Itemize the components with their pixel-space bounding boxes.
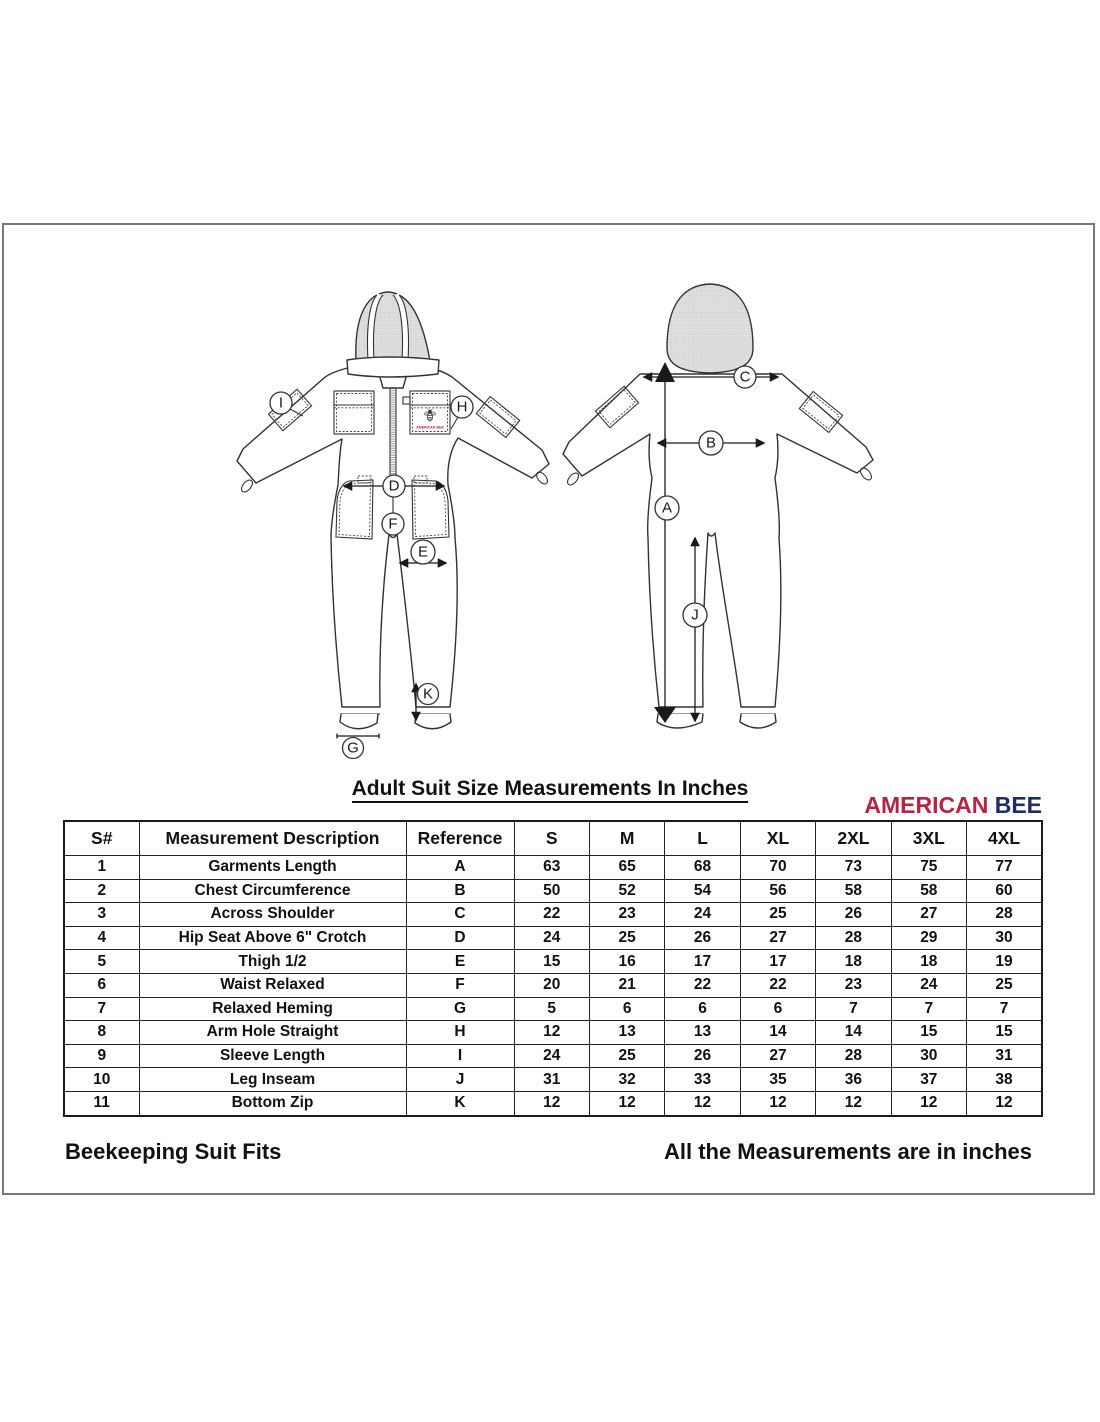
measurement-description-cell: Leg Inseam [139,1068,406,1092]
value-cell: 28 [816,926,891,950]
reference-cell: F [406,973,514,997]
value-cell: 31 [514,1068,589,1092]
svg-text:F: F [388,515,398,533]
value-cell: 30 [891,1044,966,1068]
value-cell: 25 [740,903,815,927]
value-cell: 15 [891,1021,966,1045]
value-cell: 12 [514,1091,589,1115]
value-cell: 24 [665,903,740,927]
svg-text:B: B [705,434,717,452]
column-header: L [665,821,740,856]
value-cell: 7 [64,997,139,1021]
value-cell: 11 [64,1091,139,1115]
left-cuff-loop [565,471,580,487]
table-row [64,856,1042,880]
measurement-description-cell: Across Shoulder [139,903,406,927]
value-cell: 35 [740,1068,815,1092]
value-cell: 12 [589,1091,664,1115]
value-cell: 38 [967,1068,1042,1092]
value-cell: 7 [816,997,891,1021]
front-hood-mesh [356,292,430,361]
value-cell: 18 [891,950,966,974]
measurement-description-cell: Garments Length [139,856,406,880]
value-cell: 24 [891,973,966,997]
column-header: M [589,821,664,856]
value-cell: 4 [64,926,139,950]
value-cell: 37 [891,1068,966,1092]
reference-cell: C [406,903,514,927]
value-cell: 28 [816,1044,891,1068]
measurement-description-cell: Relaxed Heming [139,997,406,1021]
svg-text:C: C [739,368,751,386]
value-cell: 7 [891,997,966,1021]
value-cell: 26 [665,926,740,950]
svg-text:A: A [661,499,673,517]
svg-text:J: J [691,606,699,624]
value-cell: 9 [64,1044,139,1068]
column-header: S [514,821,589,856]
reference-cell: I [406,1044,514,1068]
svg-text:D: D [388,477,400,495]
footer-right-caption: All the Measurements are in inches [663,1139,1032,1164]
left-foot [340,714,378,729]
value-cell: 52 [589,879,664,903]
ref-label-thigh [411,540,435,564]
value-cell: 15 [967,1021,1042,1045]
value-cell: 8 [64,1021,139,1045]
ref-label-across-shoulder [734,366,756,388]
value-cell: 5 [64,950,139,974]
value-cell: 14 [740,1021,815,1045]
page-title-text: Adult Suit Size Measurements In Inches [352,777,749,803]
ref-label-arm-hole [451,396,473,418]
measurement-description-cell: Thigh 1/2 [139,950,406,974]
left-cuff-loop [239,478,254,494]
back-hood-mesh [667,284,753,373]
value-cell: 12 [514,1021,589,1045]
table-row [64,926,1042,950]
front-hood-brim [347,357,439,377]
value-cell: 24 [514,1044,589,1068]
value-cell: 58 [891,879,966,903]
brand-word-american: AMERICAN [864,792,989,818]
value-cell: 32 [589,1068,664,1092]
svg-text:E: E [417,543,429,561]
value-cell: 6 [740,997,815,1021]
reference-cell: G [406,997,514,1021]
size-table-header-row [64,821,1042,856]
value-cell: 25 [589,1044,664,1068]
reference-cell: E [406,950,514,974]
value-cell: 22 [740,973,815,997]
value-cell: 7 [967,997,1042,1021]
reference-cell: A [406,856,514,880]
value-cell: 12 [891,1091,966,1115]
table-row [64,950,1042,974]
brand-logo [864,792,1042,819]
measurement-description-cell: Arm Hole Straight [139,1021,406,1045]
value-cell: 56 [740,879,815,903]
svg-text:K: K [422,685,434,703]
brand-word-bee: BEE [994,792,1042,818]
measurement-description-cell: Bottom Zip [139,1091,406,1115]
ref-label-garment-length [655,496,679,520]
right-foot [740,714,776,728]
value-cell: 73 [816,856,891,880]
measurement-description-cell: Chest Circumference [139,879,406,903]
value-cell: 2 [64,879,139,903]
size-table [63,820,1043,1117]
reference-cell: H [406,1021,514,1045]
value-cell: 25 [589,926,664,950]
value-cell: 58 [816,879,891,903]
measurement-description-cell: Sleeve Length [139,1044,406,1068]
column-header: 2XL [816,821,891,856]
value-cell: 65 [589,856,664,880]
value-cell: 24 [514,926,589,950]
ref-label-waist [382,513,404,535]
value-cell: 1 [64,856,139,880]
value-cell: 17 [665,950,740,974]
right-foot [415,714,451,729]
table-row [64,1091,1042,1115]
column-header: Reference [406,821,514,856]
value-cell: 5 [514,997,589,1021]
table-row [64,1044,1042,1068]
table-row [64,973,1042,997]
table-row [64,879,1042,903]
value-cell: 3 [64,903,139,927]
table-row [64,1068,1042,1092]
value-cell: 50 [514,879,589,903]
measurement-description-cell: Waist Relaxed [139,973,406,997]
ref-label-sleeve-length [270,392,292,414]
value-cell: 15 [514,950,589,974]
ref-label-bottom-zip [418,684,439,705]
value-cell: 29 [891,926,966,950]
reference-cell: B [406,879,514,903]
value-cell: 27 [740,1044,815,1068]
heming-measure-line [337,734,379,739]
ref-label-leg-inseam [683,603,707,627]
value-cell: 12 [740,1091,815,1115]
value-cell: 70 [740,856,815,880]
value-cell: 26 [816,903,891,927]
footer-left-caption: Beekeeping Suit Fits [65,1139,282,1164]
table-row [64,1021,1042,1045]
value-cell: 18 [816,950,891,974]
value-cell: 22 [665,973,740,997]
value-cell: 14 [816,1021,891,1045]
value-cell: 25 [967,973,1042,997]
value-cell: 17 [740,950,815,974]
table-row [64,997,1042,1021]
value-cell: 54 [665,879,740,903]
svg-text:AMERICAN BEE: AMERICAN BEE [416,425,444,430]
value-cell: 36 [816,1068,891,1092]
value-cell: 6 [589,997,664,1021]
ref-label-chest [699,431,723,455]
svg-text:G: G [347,739,359,757]
table-row [64,903,1042,927]
value-cell: 33 [665,1068,740,1092]
ref-label-hip-seat [383,475,405,497]
value-cell: 23 [816,973,891,997]
svg-text:H: H [456,398,468,416]
value-cell: 13 [589,1021,664,1045]
measurement-description-cell: Hip Seat Above 6" Crotch [139,926,406,950]
value-cell: 27 [740,926,815,950]
value-cell: 28 [967,903,1042,927]
value-cell: 12 [665,1091,740,1115]
column-header: XL [740,821,815,856]
value-cell: 12 [816,1091,891,1115]
suit-front-view-diagram [230,270,570,760]
ref-label-heming [343,738,364,759]
column-header: Measurement Description [139,821,406,856]
value-cell: 21 [589,973,664,997]
value-cell: 20 [514,973,589,997]
column-header: 4XL [967,821,1042,856]
value-cell: 19 [967,950,1042,974]
size-table-body [64,856,1042,1116]
value-cell: 60 [967,879,1042,903]
value-cell: 27 [891,903,966,927]
value-cell: 63 [514,856,589,880]
value-cell: 13 [665,1021,740,1045]
reference-cell: J [406,1068,514,1092]
value-cell: 77 [967,856,1042,880]
value-cell: 75 [891,856,966,880]
value-cell: 30 [967,926,1042,950]
value-cell: 22 [514,903,589,927]
value-cell: 26 [665,1044,740,1068]
value-cell: 12 [967,1091,1042,1115]
value-cell: 6 [665,997,740,1021]
value-cell: 10 [64,1068,139,1092]
value-cell: 6 [64,973,139,997]
suit-back-view-diagram [555,270,895,760]
value-cell: 16 [589,950,664,974]
column-header: S# [64,821,139,856]
column-header: 3XL [891,821,966,856]
value-cell: 68 [665,856,740,880]
suit-back-body-outline [563,374,873,707]
value-cell: 31 [967,1044,1042,1068]
value-cell: 23 [589,903,664,927]
reference-cell: K [406,1091,514,1115]
svg-text:I: I [278,394,284,412]
reference-cell: D [406,926,514,950]
